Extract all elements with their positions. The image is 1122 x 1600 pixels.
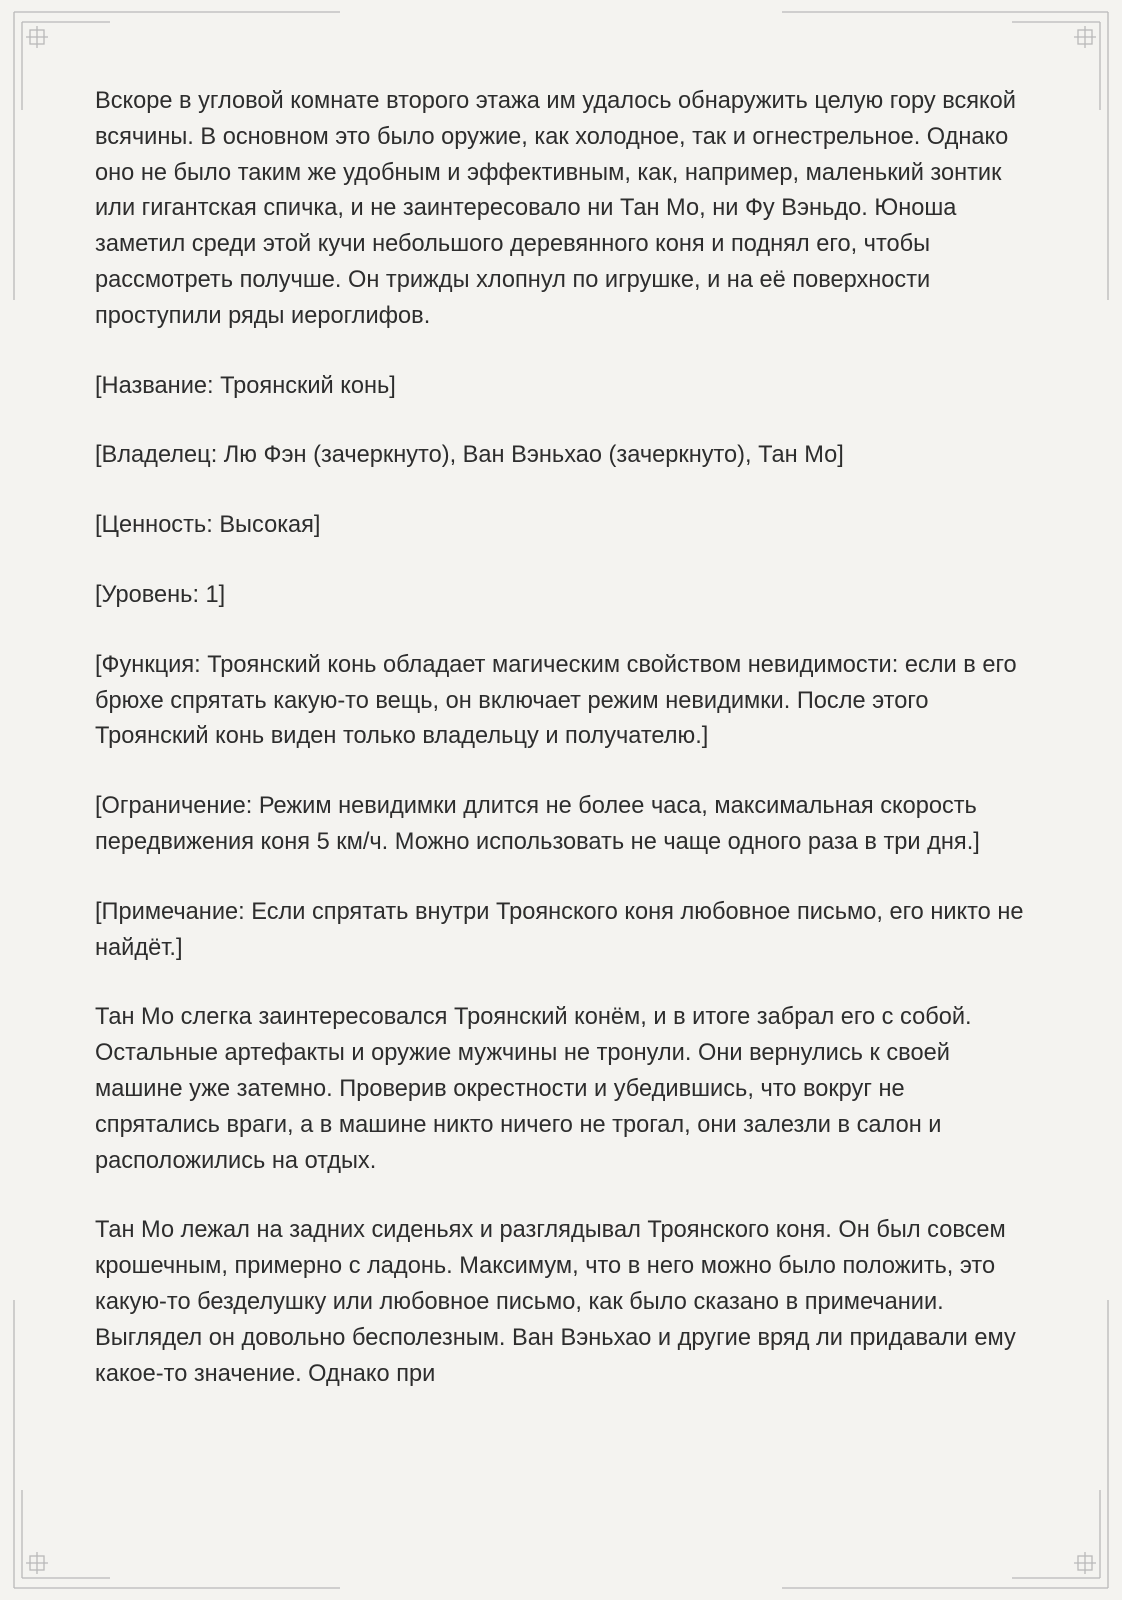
item-name: [Название: Троянский конь] bbox=[95, 372, 396, 399]
item-owner: [Владелец: Лю Фэн (зачеркнуто), Ван Вэньхао (зачеркнуто), Тан Мо] bbox=[95, 442, 844, 469]
item-note: [Примечание: Если спрятать внутри Троянского коня любовное письмо, его никто не найдёт.] bbox=[95, 898, 1024, 961]
paragraph-return: Тан Мо слегка заинтересовался Троянский конём, и в итоге забрал его с собой. Остальные артефакты и оружие мужчины не тронули. Они вернулись к своей машине уже затемно. Проверив окрестности и убедившись, что вокруг не спрятались враги, а в машине никто ничего не трогал, они залезли в салон и расположились на отдых. bbox=[95, 1004, 972, 1174]
paragraph-intro: Вскоре в угловой комнате второго этажа им удалось обнаружить целую гору всякой всячины. В основном это было оружие, как холодное, так и огнестрельное. Однако оно не было таким же удобным и эффективным, как, например, маленький зонтик или гигантская спичка, и не заинтересовало ни Тан Мо, ни Фу Вэньдо. Юноша заметил среди этой кучи небольшого деревянного коня и поднял его, чтобы рассмотреть получше. Он трижды хлопнул по игрушке, и на её поверхности проступили ряды иероглифов. bbox=[95, 88, 1016, 329]
item-limitation: [Ограничение: Режим невидимки длится не более часа, максимальная скорость передвижения коня 5 км/ч. Можно использовать не чаще одного раза в три дня.] bbox=[95, 793, 980, 855]
paragraph-examination: Тан Мо лежал на задних сиденьях и разглядывал Троянского коня. Он был совсем крошечным, примерно с ладонь. Максимум, что в него можно было положить, это какую-то безделушку или любовное письмо, как было сказано в примечании. Выглядел он довольно бесполезным. Ван Вэньхао и другие вряд ли придавали ему какое-то значение. Однако при bbox=[95, 1217, 1016, 1387]
item-value: [Ценность: Высокая] bbox=[95, 512, 321, 539]
document-body bbox=[95, 84, 1035, 1426]
item-level: [Уровень: 1] bbox=[95, 581, 226, 608]
item-function: [Функция: Троянский конь обладает магическим свойством невидимости: если в его брюхе спрятать какую-то вещь, он включает режим невидимки. После этого Троянский конь виден только владельцу и получателю.] bbox=[95, 651, 1017, 750]
